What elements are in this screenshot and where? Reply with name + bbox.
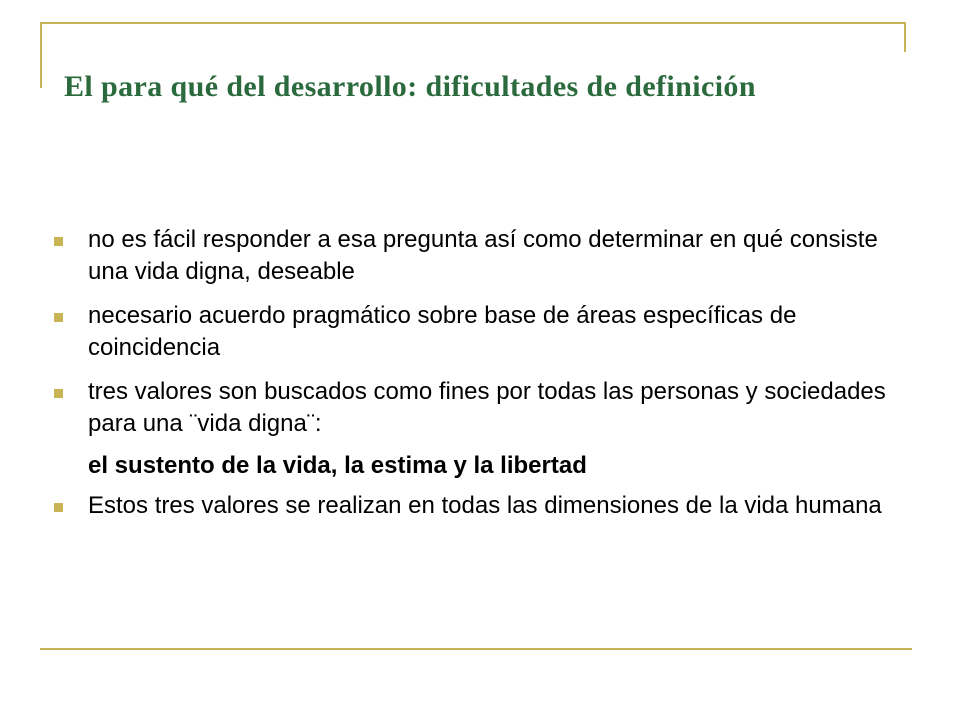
list-item-text: necesario acuerdo pragmático sobre base de áreas específicas de coincidencia <box>88 302 797 361</box>
square-bullet-icon <box>54 237 63 246</box>
list-item <box>54 490 904 522</box>
slide-title: El para qué del desarrollo: dificultades de definición <box>64 70 756 103</box>
square-bullet-icon <box>54 389 63 398</box>
list-item-text: tres valores son buscados como fines por todas las personas y sociedades para una ¨vida digna¨: <box>88 378 886 437</box>
list-item <box>54 300 904 364</box>
list-item-text: Estos tres valores se realizan en todas las dimensiones de la vida humana <box>88 492 882 519</box>
frame-left-line <box>40 22 42 88</box>
list-item-text: no es fácil responder a esa pregunta así como determinar en qué consiste una vida digna, deseable <box>88 226 878 285</box>
list-item <box>54 376 904 440</box>
list-item <box>54 224 904 288</box>
emphasis-text: el sustento de la vida, la estima y la libertad <box>88 452 587 479</box>
frame-top-line <box>40 22 906 24</box>
list-item-emphasis <box>54 450 904 482</box>
frame-right-line <box>904 22 906 52</box>
square-bullet-icon <box>54 313 63 322</box>
frame-bottom-line <box>40 648 912 650</box>
bullet-list <box>54 224 904 534</box>
square-bullet-icon <box>54 503 63 512</box>
